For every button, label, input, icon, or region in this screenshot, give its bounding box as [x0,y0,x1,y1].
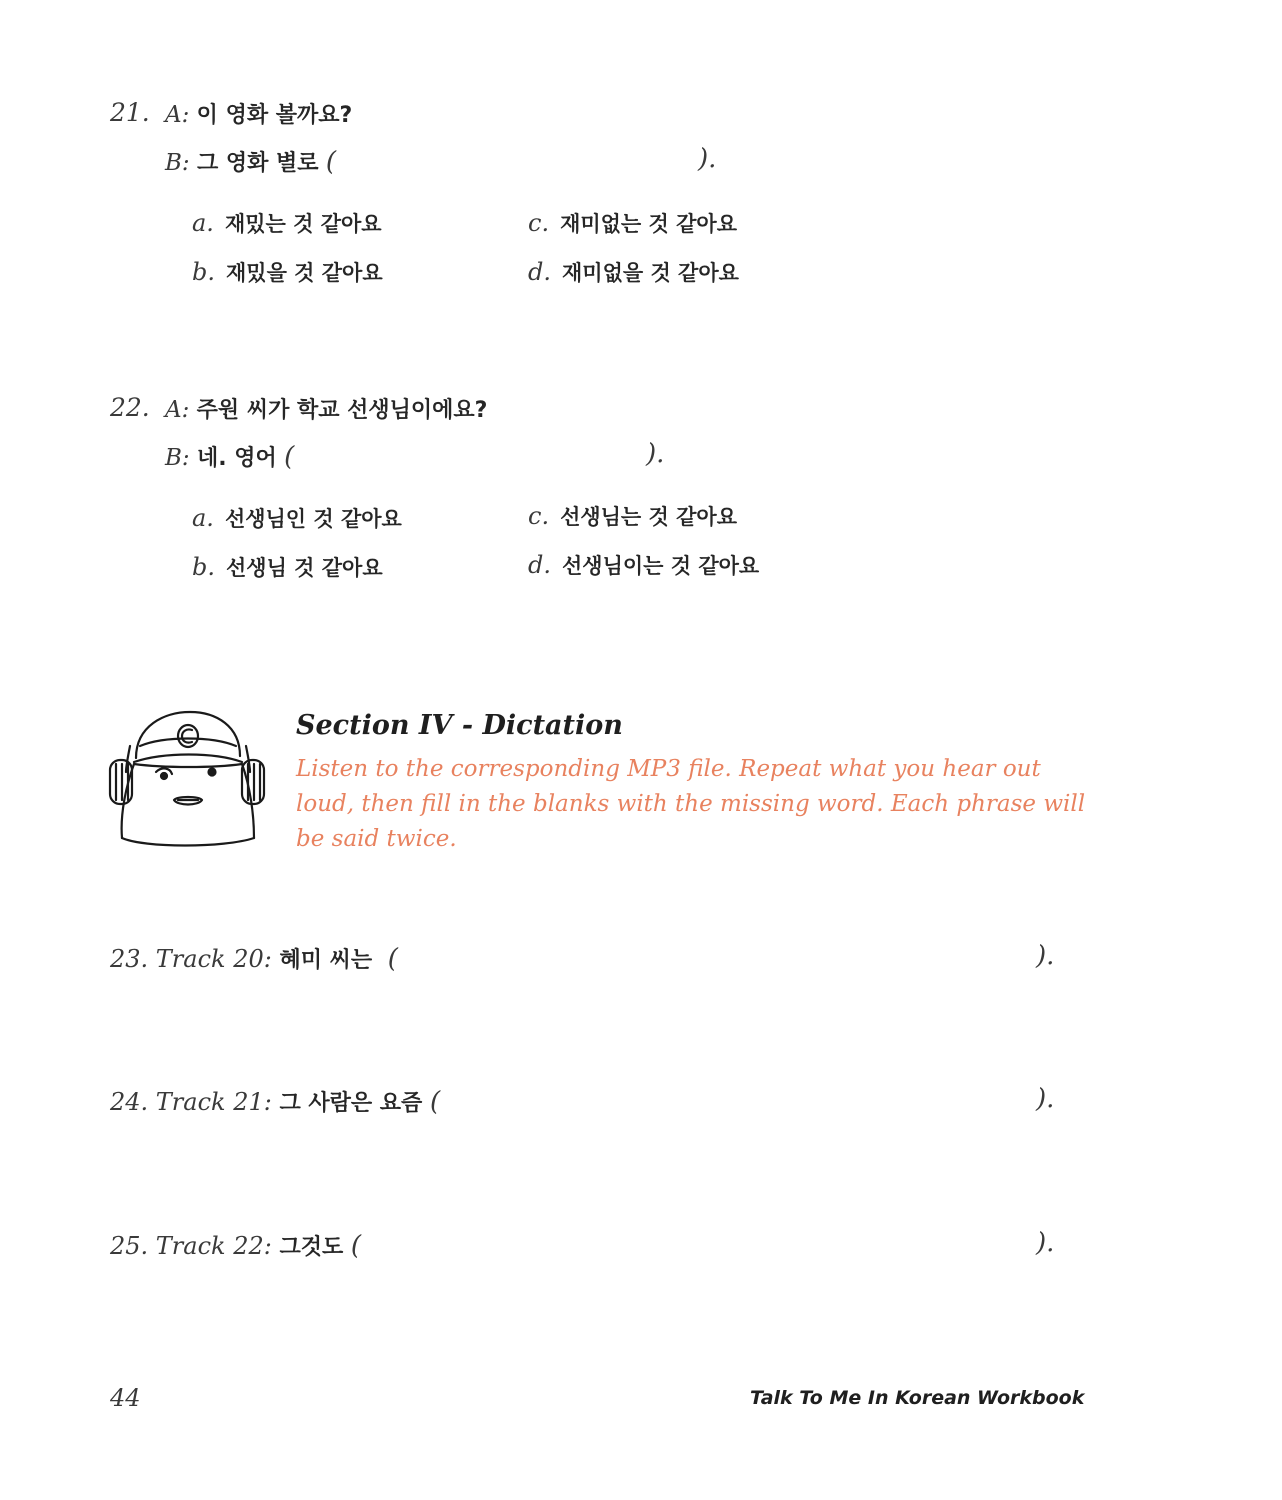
track-23-blank-close: ). [1036,941,1055,971]
option-text: 선생님인 것 같아요 [224,507,402,531]
speaker-a-label: A: [165,102,190,128]
speaker-a-label: A: [165,397,190,423]
question-21-number: 21. [110,98,150,127]
track-label: 24. Track 21: [110,1088,272,1116]
track-text: 혜미 씨는 [279,948,373,973]
section-title: Section IV - Dictation [296,710,623,741]
track-label: 23. Track 20: [110,945,272,973]
question-21-a-text: 이 영화 볼까요? [196,103,353,128]
track-blank-open: ( [350,1231,362,1261]
book-title: Talk To Me In Korean Workbook [750,1387,1085,1409]
question-22-a-text: 주원 씨가 학교 선생님이에요? [196,398,488,423]
question-22-option-a[interactable] [192,503,402,533]
speaker-b-label: B: [165,150,190,176]
option-letter: b. [192,258,215,286]
question-21-option-c[interactable] [528,208,737,238]
headphones-character-icon [104,706,266,848]
option-text: 재미없는 것 같아요 [560,212,737,236]
option-text: 선생님이는 것 같아요 [562,554,760,578]
option-letter: d. [528,551,551,579]
question-22-number: 22. [110,393,150,422]
track-24 [110,1086,440,1117]
track-23 [110,943,398,974]
track-text: 그것도 [279,1235,344,1260]
option-letter: a. [192,209,214,237]
question-21-b-text: 그 영화 별로 [196,151,319,176]
option-text: 재밌는 것 같아요 [224,212,382,236]
option-letter: c. [528,209,550,237]
option-letter: a. [192,504,214,532]
question-22-blank-close: ). [646,439,665,469]
option-text: 선생님는 것 같아요 [560,505,737,529]
question-22-option-d[interactable] [528,550,759,580]
option-text: 재미없을 것 같아요 [562,261,739,285]
question-21-blank-open: ( [325,147,337,177]
question-22-blank-open: ( [284,442,295,472]
question-22-line-b [165,441,294,472]
question-21-option-a[interactable] [192,208,382,238]
option-letter: c. [528,502,550,530]
track-blank-open: ( [429,1087,441,1117]
question-21-line-b [165,146,336,177]
question-21-option-b[interactable] [192,257,383,287]
track-25 [110,1230,361,1261]
track-24-blank-close: ). [1036,1084,1055,1114]
option-text: 재밌을 것 같아요 [226,261,383,285]
question-22-option-c[interactable] [528,501,737,531]
question-21-line-a [165,98,352,129]
track-label: 25. Track 22: [110,1232,272,1260]
speaker-b-label: B: [165,445,190,471]
page-number: 44 [110,1384,141,1412]
question-22-b-text: 네. 영어 [196,446,277,471]
option-letter: b. [192,553,215,581]
question-21-option-d[interactable] [528,257,739,287]
track-25-blank-close: ). [1036,1228,1055,1258]
track-text: 그 사람은 요즘 [279,1091,423,1116]
option-letter: d. [528,258,551,286]
option-text: 선생님 것 같아요 [226,556,383,580]
track-blank-open: ( [387,944,398,974]
question-22-line-a [165,393,487,424]
question-21-blank-close: ). [698,144,717,174]
question-22-option-b[interactable] [192,552,383,582]
section-instructions: Listen to the corresponding MP3 file. Repeat what you hear out loud, then fill in the blanks with the missing word. Each phrase will be said twice. [296,756,1086,852]
